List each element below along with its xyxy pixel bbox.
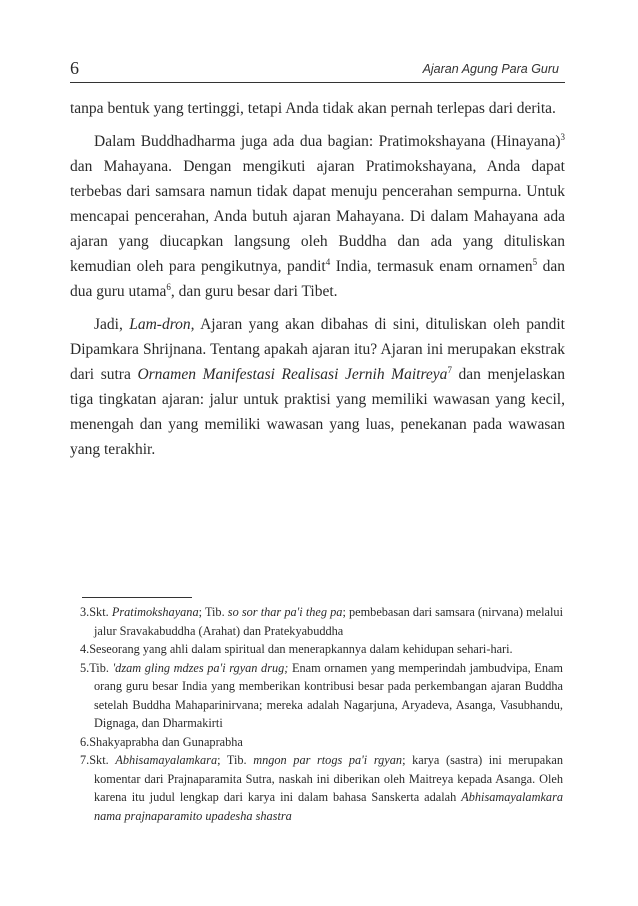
footnote-4: 4.Seseorang yang ahli dalam spiritual dan menerapkannya dalam kehidupan sehari-hari. xyxy=(80,642,513,656)
footnote-3: 3.Skt. Pratimokshayana; Tib. so sor thar pa'i theg pa; pembebasan dari samsara (nirvana) melalui jalur Sravakabuddha (Arahat) dan Pratekyabuddha xyxy=(80,605,563,638)
footnote-ref-5[interactable]: 5 xyxy=(532,257,538,267)
page-number: 6 xyxy=(70,58,79,78)
footnotes xyxy=(80,603,563,825)
header-rule xyxy=(70,82,565,83)
footnote-ref-6[interactable]: 6 xyxy=(166,282,171,292)
footnote-7: 7.Skt. Abhisamayalamkara; Tib. mngon par rtogs pa'i rgyan; karya (sastra) ini merupakan komentar dari Prajnaparamita Sutra, naskah ini diberikan oleh Maitreya kepada Asanga. Oleh karena itu judul lengkap dari karya ini dalam bahasa Sanskerta adalah Abhisamayalamkara nama prajnaparamito upadesha shastra xyxy=(80,753,563,823)
paragraph-2: Dalam Buddhadharma juga ada dua bagian: Pratimokshayana (Hinayana)$^3$ dan Mahayana. Dengan mengikuti ajaran Pratimokshayana, Anda dapat terbebas dari samsara namun tidak dapat menuju pencerahan sempurna. Untuk mencapai pencerahan, Anda butuh ajaran Mahayana. Di dalam Mahayana ada ajaran yang diucapkan langsung oleh Buddha dan ada yang dituliskan kemudian oleh para pengikutnya, pandit$^4$ India, termasuk enam ornamen$^5$ dan dua guru utama$^6$, dan guru besar dari Tibet. xyxy=(70,132,565,300)
footnote-6: 6.Shakyaprabha dan Gunaprabha xyxy=(80,734,243,749)
running-title: Ajaran Agung Para Guru xyxy=(422,62,559,76)
paragraph-3: Jadi, Lam-dron, Ajaran yang akan dibahas di sini, dituliskan oleh pandit Dipamkara Shrijnana. Tentang apakah ajaran itu? Ajaran ini merupakan ekstrak dari sutra Ornamen Manifestasi Realisasi Jernih Maitreya$^7$ dan menjelaskan tiga tingkatan ajaran: jalur untuk praktisi yang memiliki wawasan yang kecil, menengah dan yang memiliki wawasan yang luas, penekanan pada wawasan yang terakhir. xyxy=(70,316,565,458)
footnote-5: 5.Tib. 'dzam gling mdzes pa'i rgyan drug; Enam ornamen yang memperindah jambudvipa, Enam orang guru besar India yang memberikan kontribusi besar pada perkembangan ajaran Buddha setelah Buddha Mahaparinirvana; mereka adalah Nagarjuna, Aryadeva, Asanga, Vasubhandu, Dignaga, dan Dharmakirti xyxy=(80,660,563,730)
body-text xyxy=(70,96,565,470)
paragraph-1: tanpa bentuk yang tertinggi, tetapi Anda tidak akan pernah terlepas dari derita. xyxy=(70,100,556,117)
footnote-ref-3[interactable]: 3 xyxy=(560,132,565,142)
footnote-ref-7[interactable]: 7 xyxy=(447,365,452,375)
page-header xyxy=(70,58,565,82)
footnote-ref-4[interactable]: 4 xyxy=(325,257,331,267)
footnote-rule xyxy=(82,597,192,598)
